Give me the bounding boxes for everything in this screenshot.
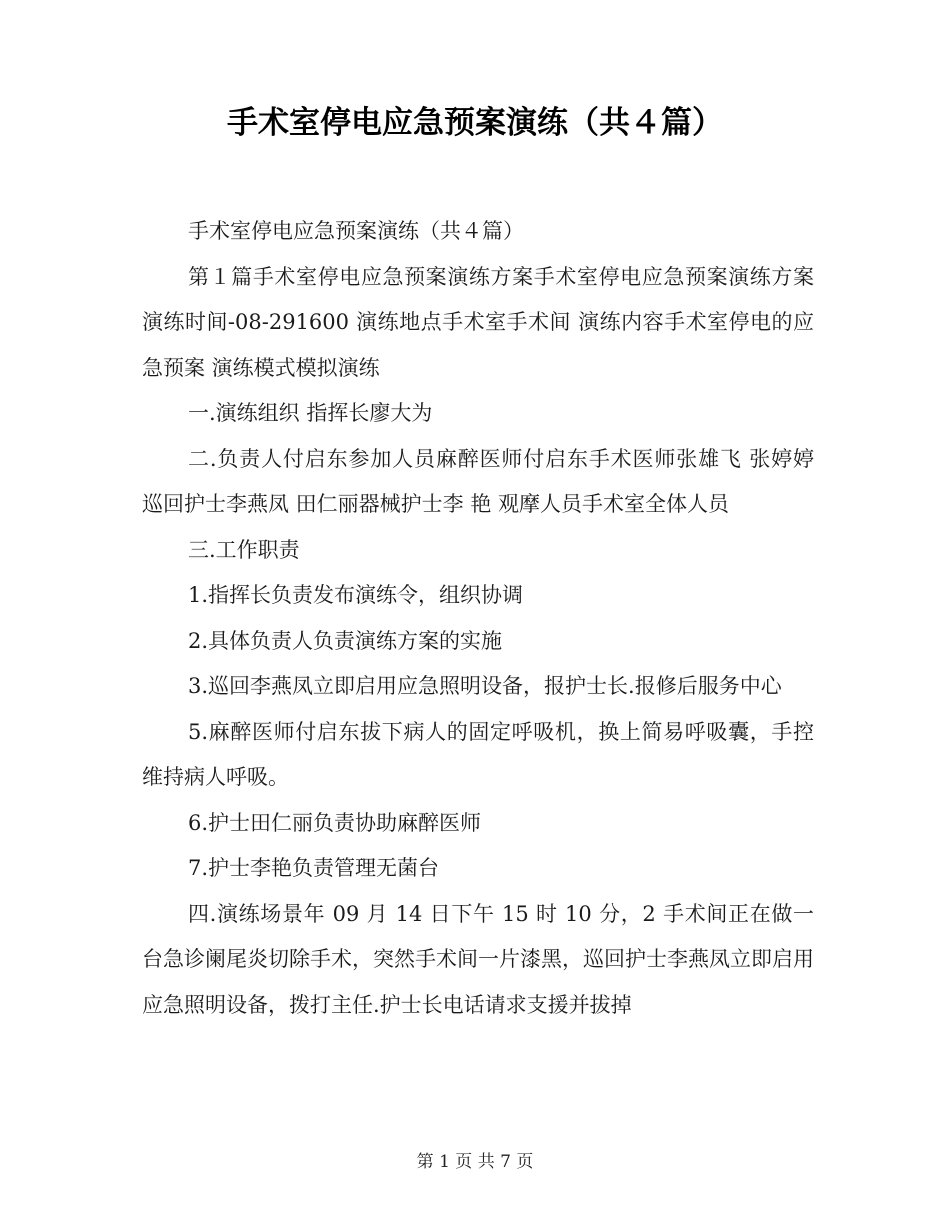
paragraph: 2.具体负责人负责演练方案的实施: [188, 628, 503, 653]
page-number-footer: 第 1 页 共 7 页: [416, 1152, 534, 1172]
paragraph: 1.指挥长负责发布演练令，组织协调: [188, 583, 524, 607]
paragraph: 7.护士李艳负责管理无菌台: [188, 856, 440, 880]
document-title: 手术室停电应急预案演练（共４篇）: [227, 105, 723, 141]
paragraph: 3.巡回李燕凤立即启用应急照明设备，报护士长.报修后服务中心: [188, 674, 782, 698]
paragraph: 手术室停电应急预案演练（共４篇）: [188, 219, 524, 243]
document-body: [142, 209, 814, 1028]
paragraph: 二.负责人付启东参加人员麻醉医师付启东手术医师张雄飞 张婷婷 巡回护士李燕凤 田仁丽器械护士李 艳 观摩人员手术室全体人员: [142, 446, 814, 516]
paragraph: 5.麻醉医师付启东拔下病人的固定呼吸机，换上简易呼吸囊，手控维持病人呼吸。: [142, 719, 814, 789]
paragraph: 一.演练组织 指挥长廖大为: [188, 401, 433, 425]
paragraph: 三.工作职责: [188, 537, 300, 562]
paragraph: 四.演练场景年 09 月 14 日下午 15 时 10 分，2 手术间正在做一台急诊阑尾炎切除手术，突然手术间一片漆黑，巡回护士李燕凤立即启用应急照明设备，拨打主任.护士长电话请求支援并拔掉: [142, 901, 814, 1017]
paragraph: 6.护士田仁丽负责协助麻醉医师: [188, 810, 482, 835]
paragraph: 第１篇手术室停电应急预案演练方案手术室停电应急预案演练方案演练时间-08-291600 演练地点手术室手术间 演练内容手术室停电的应急预案 演练模式模拟演练: [142, 264, 814, 380]
